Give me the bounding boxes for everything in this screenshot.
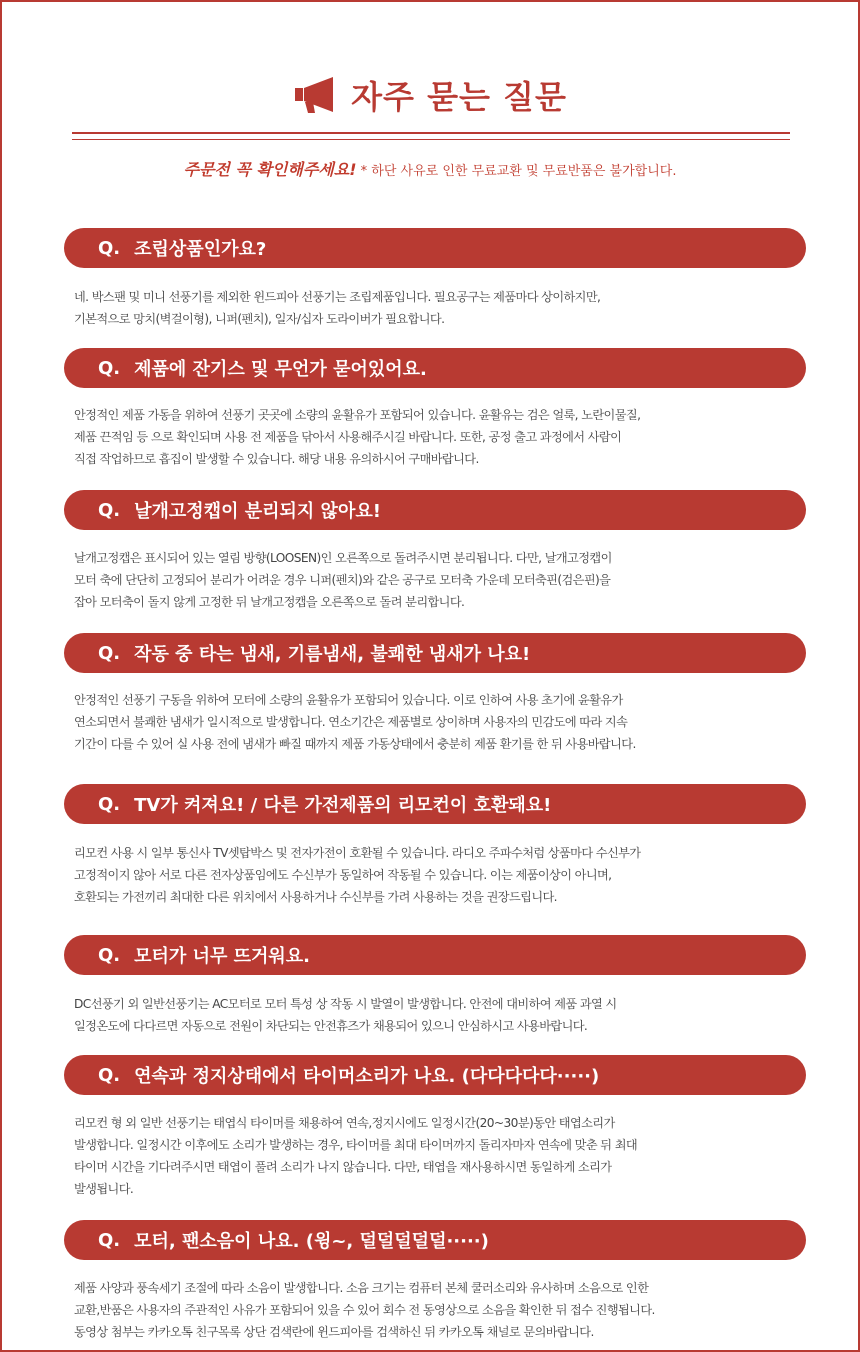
q-marker: Q. [98,1064,121,1086]
order-notice [2,157,858,180]
answer-line: 일정온도에 다다르면 자동으로 전원이 차단되는 안전휴즈가 채용되어 있으니 안심하시고 사용바랍니다. [74,1019,588,1033]
faq-question-2 [64,348,806,388]
question-text: TV가 켜져요! / 다른 가전제품의 리모컨이 호환돼요! [134,795,552,816]
answer-line: 날개고정캡은 표시되어 있는 열림 방향(LOOSEN)인 오른쪽으로 돌려주시면 분리됩니다. 다만, 날개고정캡이 [74,551,612,565]
question-text: 모터가 너무 뜨거워요. [134,946,311,967]
header-divider-thin [72,139,790,140]
answer-line: 리모컨 형 외 일반 선풍기는 태엽식 타이머를 채용하여 연속,정지시에도 일정시간(20~30분)동안 태엽소리가 [74,1116,615,1130]
answer-line: 안정적인 제품 가동을 위하여 선풍기 곳곳에 소량의 윤활유가 포함되어 있습니다. 윤활유는 검은 얼룩, 노란이물질, [74,408,641,422]
faq-answer-7 [74,1112,834,1200]
header [2,72,858,118]
faq-answer-5 [74,842,834,908]
answer-line: 직접 작업하므로 흡집이 발생할 수 있습니다. 해당 내용 유의하시어 구매바랍니다. [74,452,479,466]
question-text: 연속과 정지상태에서 타이머소리가 나요. (다다다다다·····) [134,1066,600,1087]
answer-line: 동영상 첨부는 카카오톡 친구목록 상단 검색란에 윈드피아를 검색하신 뒤 카카오톡 채널로 문의바랍니다. [74,1325,594,1339]
answer-line: 기본적으로 망치(벽걸이형), 니퍼(펜치), 일자/십자 도라이버가 필요합니다. [74,312,445,326]
answer-line: 잡아 모터축이 돌지 않게 고정한 뒤 날개고정캡을 오른쪽으로 돌려 분리합니다. [74,595,465,609]
notice-emphasis: 주문전 꼭 확인해주세요! [183,160,357,179]
question-text: 제품에 잔기스 및 무언가 묻어있어요. [134,359,427,380]
q-marker: Q. [98,357,121,379]
page-title: 자주 묻는 질문 [351,78,567,116]
answer-line: 고정적이지 않아 서로 다른 전자상품임에도 수신부가 동일하여 작동될 수 있습니다. 이는 제품이상이 아니며, [74,868,612,882]
answer-line: 연소되면서 불쾌한 냄새가 일시적으로 발생합니다. 연소기간은 제품별로 상이하며 사용자의 민감도에 따라 지속 [74,715,628,729]
faq-question-6 [64,935,806,975]
answer-line: 제품 사양과 풍속세기 조절에 따라 소음이 발생합니다. 소음 크기는 컴퓨터 본체 쿨러소리와 유사하며 소음으로 인한 [74,1281,649,1295]
answer-line: 호환되는 가전끼리 최대한 다른 위치에서 사용하거나 수신부를 가려 사용하는 것을 권장드립니다. [74,890,557,904]
answer-line: DC선풍기 외 일반선풍기는 AC모터로 모터 특성 상 작동 시 발열이 발생합니다. 안전에 대비하여 제품 과열 시 [74,997,617,1011]
faq-question-5 [64,784,806,824]
question-text: 모터, 팬소음이 나요. (윙~, 덜덜덜덜덜·····) [134,1231,489,1252]
q-marker: Q. [98,1229,121,1251]
faq-answer-1 [74,286,834,330]
answer-line: 교환,반품은 사용자의 주관적인 사유가 포함되어 있을 수 있어 회수 전 동영상으로 소음을 확인한 뒤 접수 진행됩니다. [74,1303,655,1317]
question-text: 조립상품인가요? [134,239,267,260]
faq-answer-4 [74,689,834,755]
faq-question-8 [64,1220,806,1260]
q-marker: Q. [98,944,121,966]
question-text: 날개고정캡이 분리되지 않아요! [134,501,381,522]
faq-question-1 [64,228,806,268]
answer-line: 리모컨 사용 시 일부 통신사 TV셋탑박스 및 전자가전이 호환될 수 있습니다. 라디오 주파수처럼 상품마다 수신부가 [74,846,641,860]
header-divider [72,132,790,134]
q-marker: Q. [98,642,121,664]
answer-line: 모터 축에 단단히 고정되어 분리가 어려운 경우 니퍼(펜치)와 같은 공구로 모터축 가운데 모터축핀(검은핀)을 [74,573,611,587]
answer-line: 발생합니다. 일정시간 이후에도 소리가 발생하는 경우, 타이머를 최대 타이머까지 돌리자마자 연속에 맞춘 뒤 최대 [74,1138,638,1152]
answer-line: 네. 박스팬 및 미니 선풍기를 제외한 윈드피아 선풍기는 조립제품입니다. 필요공구는 제품마다 상이하지만, [74,290,601,304]
faq-question-3 [64,490,806,530]
answer-line: 제품 끈적임 등 으로 확인되며 사용 전 제품을 닦아서 사용해주시길 바랍니다. 또한, 공정 출고 과정에서 사람이 [74,430,622,444]
faq-question-4 [64,633,806,673]
megaphone-icon [293,75,337,115]
answer-line: 타이머 시간을 기다려주시면 태엽이 풀려 소리가 나지 않습니다. 다만, 태엽을 재사용하시면 동일하게 소리가 [74,1160,612,1174]
q-marker: Q. [98,237,121,259]
answer-line: 안정적인 선풍기 구동을 위하여 모터에 소량의 윤활유가 포함되어 있습니다. 이로 인하여 사용 초기에 윤활유가 [74,693,623,707]
faq-answer-6 [74,993,834,1037]
faq-answer-3 [74,547,834,613]
faq-answer-8 [74,1277,834,1343]
q-marker: Q. [98,499,121,521]
answer-line: 기간이 다를 수 있어 실 사용 전에 냄새가 빠질 때까지 제품 가동상태에서 충분히 제품 환기를 한 뒤 사용바랍니다. [74,737,636,751]
faq-question-7 [64,1055,806,1095]
answer-line: 발생됩니다. [74,1182,134,1196]
notice-detail: * 하단 사유로 인한 무료교환 및 무료반품은 불가합니다. [356,164,677,179]
faq-answer-2 [74,404,834,470]
question-text: 작동 중 타는 냄새, 기름냄새, 불쾌한 냄새가 나요! [134,644,531,665]
q-marker: Q. [98,793,121,815]
